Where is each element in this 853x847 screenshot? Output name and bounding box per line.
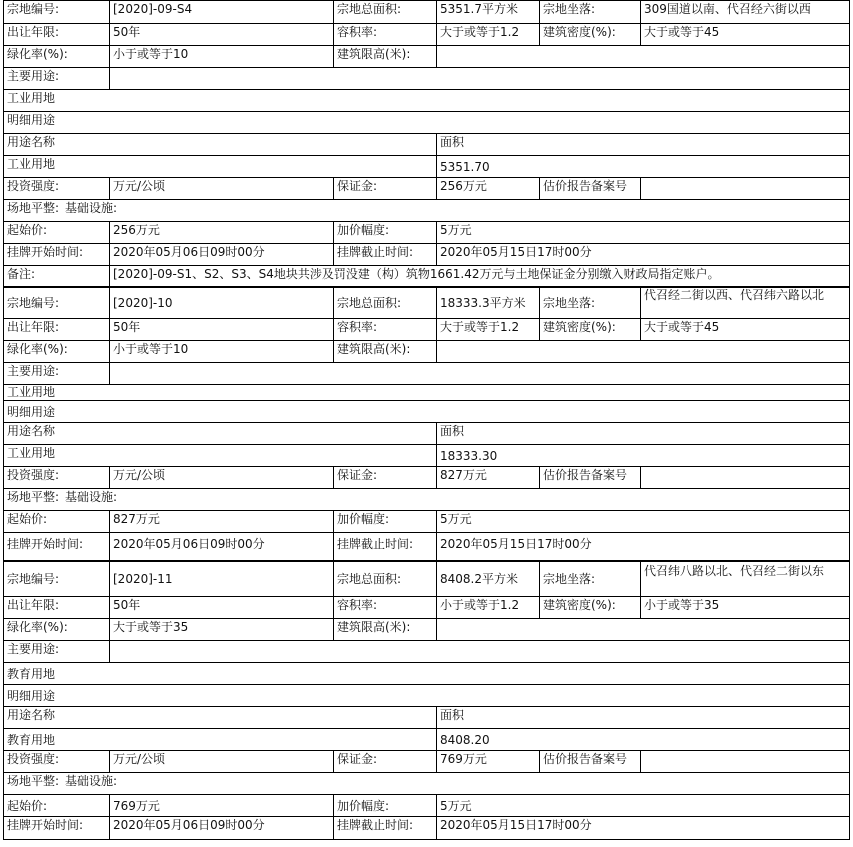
- label-detail-use: 明细用途: [7, 113, 56, 127]
- label-total-area: 宗地总面积:: [333, 1, 436, 23]
- row-price: [4, 511, 849, 533]
- label-list-start: 挂牌开始时间:: [7, 537, 84, 551]
- label-appraisal: 估价报告备案号: [539, 751, 640, 772]
- row-price: [4, 795, 849, 817]
- value-start-price: 256万元: [109, 222, 333, 243]
- value-total-area: 18333.3平方米: [436, 288, 539, 318]
- label-green: 绿化率(%):: [7, 620, 68, 634]
- label-parcel-no: 宗地编号:: [7, 296, 60, 310]
- row-detail-use: [4, 401, 849, 423]
- value-height: [436, 341, 849, 362]
- label-area: 面积: [436, 707, 849, 728]
- value-term: 50年: [109, 319, 333, 340]
- label-far: 容积率:: [333, 24, 436, 45]
- label-remark: 备注:: [7, 267, 36, 281]
- value-list-end: 2020年05月15日17时00分: [436, 244, 849, 265]
- label-use-name: 用途名称: [7, 135, 56, 149]
- row-parcel-no: [4, 562, 849, 597]
- label-area: 面积: [436, 134, 849, 155]
- value-parcel-no: [2020]-10: [109, 288, 333, 318]
- row-use-value: [4, 156, 849, 178]
- empty-cell: [109, 363, 849, 384]
- label-start-price: 起始价:: [7, 223, 48, 237]
- label-far: 容积率:: [333, 597, 436, 618]
- row-remark: [4, 266, 849, 286]
- value-list-start: 2020年05月06日09时00分: [109, 244, 333, 265]
- value-invest-unit: 万元/公顷: [109, 178, 333, 199]
- row-green: [4, 46, 849, 68]
- label-site: 场地平整:: [7, 774, 60, 788]
- label-main-use: 主要用途:: [7, 69, 60, 83]
- row-green: [4, 619, 849, 641]
- value-location: 代召纬八路以北、代召经二街以东: [640, 562, 849, 596]
- value-total-area: 8408.2平方米: [436, 562, 539, 596]
- value-area: 8408.20: [436, 729, 849, 750]
- row-green: [4, 341, 849, 363]
- value-main-use: 工业用地: [7, 91, 56, 105]
- row-listing: [4, 244, 849, 266]
- parcel-table-2: [3, 287, 850, 561]
- value-invest-unit: 万元/公顷: [109, 467, 333, 488]
- label-infra: 基础设施:: [65, 774, 118, 788]
- value-height: [436, 619, 849, 640]
- row-parcel-no: [4, 288, 849, 319]
- label-appraisal: 估价报告备案号: [539, 467, 640, 488]
- site-infra-cell: [4, 489, 849, 510]
- label-main-use: 主要用途:: [7, 364, 60, 378]
- parcel-table-3: [3, 561, 850, 840]
- site-infra-cell: [4, 773, 849, 794]
- row-site: [4, 773, 849, 795]
- label-density: 建筑密度(%):: [539, 24, 640, 45]
- row-listing: [4, 817, 849, 839]
- value-far: 大于或等于1.2: [436, 24, 539, 45]
- value-start-price: 827万元: [109, 511, 333, 532]
- row-site: [4, 200, 849, 222]
- row-invest: [4, 178, 849, 200]
- value-use-name: 工业用地: [7, 157, 56, 171]
- label-far: 容积率:: [333, 319, 436, 340]
- row-main-use-value: [4, 385, 849, 401]
- label-increment: 加价幅度:: [333, 795, 436, 816]
- value-height: [436, 46, 849, 67]
- value-increment: 5万元: [436, 222, 849, 243]
- row-main-use-label: [4, 68, 849, 90]
- row-main-use-label: [4, 641, 849, 663]
- label-list-end: 挂牌截止时间:: [333, 533, 436, 560]
- value-far: 大于或等于1.2: [436, 319, 539, 340]
- label-list-end: 挂牌截止时间:: [333, 244, 436, 265]
- value-use-name: 教育用地: [7, 733, 56, 747]
- value-appraisal: [640, 178, 849, 199]
- value-main-use: 教育用地: [7, 667, 56, 681]
- label-invest: 投资强度:: [7, 179, 60, 193]
- row-price: [4, 222, 849, 244]
- label-appraisal: 估价报告备案号: [539, 178, 640, 199]
- value-list-start: 2020年05月06日09时00分: [109, 533, 333, 560]
- row-main-use-value: [4, 663, 849, 685]
- label-total-area: 宗地总面积:: [333, 562, 436, 596]
- row-site: [4, 489, 849, 511]
- value-list-end: 2020年05月15日17时00分: [436, 817, 849, 839]
- row-detail-use: [4, 685, 849, 707]
- label-term: 出让年限:: [7, 25, 60, 39]
- value-total-area: 5351.7平方米: [436, 1, 539, 23]
- row-parcel-no: [4, 1, 849, 24]
- label-deposit: 保证金:: [333, 751, 436, 772]
- empty-cell: [109, 68, 849, 89]
- value-density: 大于或等于45: [640, 319, 849, 340]
- label-height: 建筑限高(米):: [333, 619, 436, 640]
- row-use-value: [4, 445, 849, 467]
- label-location: 宗地坐落:: [539, 1, 640, 23]
- row-main-use-value: [4, 90, 849, 112]
- label-site: 场地平整:: [7, 490, 60, 504]
- label-increment: 加价幅度:: [333, 511, 436, 532]
- label-area: 面积: [436, 423, 849, 444]
- label-deposit: 保证金:: [333, 178, 436, 199]
- label-green: 绿化率(%):: [7, 47, 68, 61]
- label-use-name: 用途名称: [7, 424, 56, 438]
- value-list-start: 2020年05月06日09时00分: [109, 817, 333, 839]
- row-listing: [4, 533, 849, 560]
- empty-cell: [109, 641, 849, 662]
- value-list-end: 2020年05月15日17时00分: [436, 533, 849, 560]
- label-parcel-no: 宗地编号:: [7, 572, 60, 586]
- label-list-start: 挂牌开始时间:: [7, 818, 84, 832]
- value-remark: [2020]-09-S1、S2、S3、S4地块共涉及罚没建（构）筑物1661.42万元与土地保证金分别缴入财政局指定账户。: [109, 266, 849, 286]
- label-deposit: 保证金:: [333, 467, 436, 488]
- label-main-use: 主要用途:: [7, 642, 60, 656]
- row-term: [4, 24, 849, 46]
- label-invest: 投资强度:: [7, 752, 60, 766]
- label-density: 建筑密度(%):: [539, 597, 640, 618]
- row-main-use-label: [4, 363, 849, 385]
- row-use-header: [4, 134, 849, 156]
- value-increment: 5万元: [436, 511, 849, 532]
- label-height: 建筑限高(米):: [333, 341, 436, 362]
- row-term: [4, 319, 849, 341]
- value-location: 代召经二街以西、代召纬六路以北: [640, 288, 849, 318]
- label-detail-use: 明细用途: [7, 405, 56, 419]
- row-invest: [4, 467, 849, 489]
- row-detail-use: [4, 112, 849, 134]
- label-term: 出让年限:: [7, 598, 60, 612]
- label-infra: 基础设施:: [65, 490, 118, 504]
- label-use-name: 用途名称: [7, 708, 56, 722]
- label-start-price: 起始价:: [7, 799, 48, 813]
- label-green: 绿化率(%):: [7, 342, 68, 356]
- label-density: 建筑密度(%):: [539, 319, 640, 340]
- parcel-table-1: [3, 0, 850, 287]
- value-green: 小于或等于10: [109, 341, 333, 362]
- value-density: 大于或等于45: [640, 24, 849, 45]
- value-deposit: 256万元: [436, 178, 539, 199]
- label-infra: 基础设施:: [65, 201, 118, 215]
- value-increment: 5万元: [436, 795, 849, 816]
- label-height: 建筑限高(米):: [333, 46, 436, 67]
- row-use-value: [4, 729, 849, 751]
- value-far: 小于或等于1.2: [436, 597, 539, 618]
- row-use-header: [4, 707, 849, 729]
- label-list-start: 挂牌开始时间:: [7, 245, 84, 259]
- label-parcel-no: 宗地编号:: [7, 2, 60, 16]
- value-green: 大于或等于35: [109, 619, 333, 640]
- value-main-use: 工业用地: [7, 385, 56, 399]
- value-term: 50年: [109, 597, 333, 618]
- value-parcel-no: [2020]-11: [109, 562, 333, 596]
- value-term: 50年: [109, 24, 333, 45]
- value-start-price: 769万元: [109, 795, 333, 816]
- site-infra-cell: [4, 200, 849, 221]
- label-location: 宗地坐落:: [539, 562, 640, 596]
- value-location: 309国道以南、代召经六街以西: [640, 1, 849, 23]
- value-use-name: 工业用地: [7, 446, 56, 460]
- label-total-area: 宗地总面积:: [333, 288, 436, 318]
- value-appraisal: [640, 751, 849, 772]
- value-area: 18333.30: [436, 445, 849, 466]
- label-increment: 加价幅度:: [333, 222, 436, 243]
- label-site: 场地平整:: [7, 201, 60, 215]
- row-invest: [4, 751, 849, 773]
- value-area: 5351.70: [436, 156, 849, 177]
- value-green: 小于或等于10: [109, 46, 333, 67]
- row-term: [4, 597, 849, 619]
- label-term: 出让年限:: [7, 320, 60, 334]
- value-appraisal: [640, 467, 849, 488]
- label-start-price: 起始价:: [7, 512, 48, 526]
- value-density: 小于或等于35: [640, 597, 849, 618]
- value-invest-unit: 万元/公顷: [109, 751, 333, 772]
- row-use-header: [4, 423, 849, 445]
- label-detail-use: 明细用途: [7, 689, 56, 703]
- label-invest: 投资强度:: [7, 468, 60, 482]
- value-deposit: 827万元: [436, 467, 539, 488]
- label-location: 宗地坐落:: [539, 288, 640, 318]
- value-parcel-no: [2020]-09-S4: [109, 1, 333, 23]
- value-deposit: 769万元: [436, 751, 539, 772]
- label-list-end: 挂牌截止时间:: [333, 817, 436, 839]
